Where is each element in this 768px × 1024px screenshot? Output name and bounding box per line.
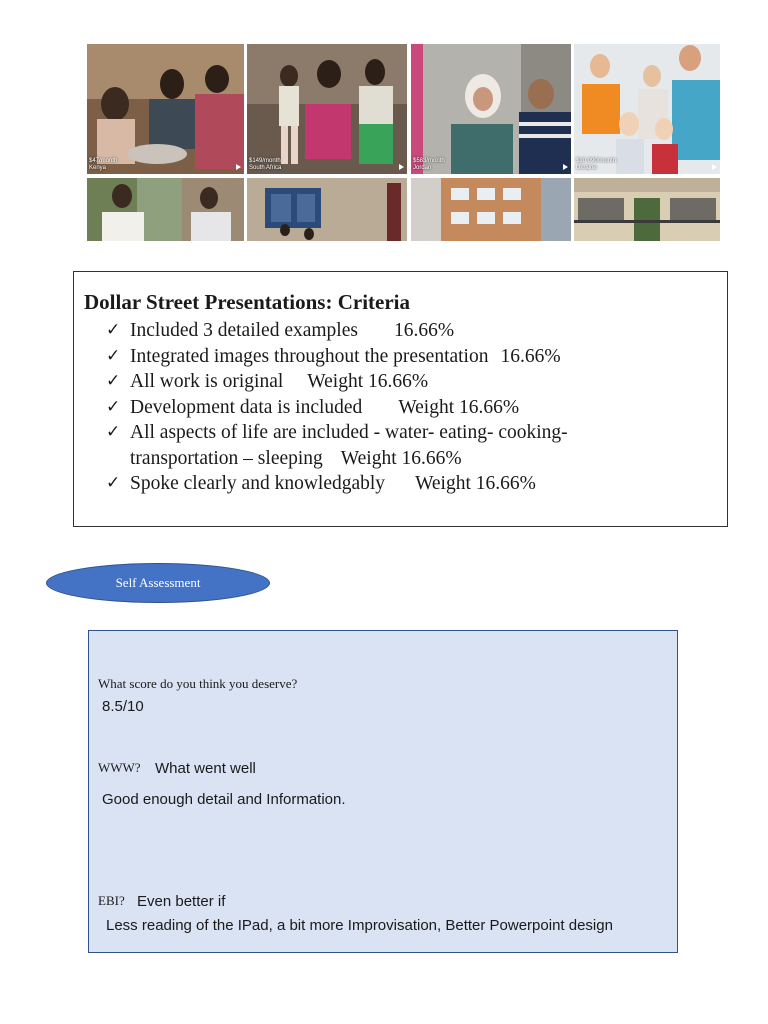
checkmark-icon: ✓ [106, 422, 121, 442]
photo-kenya-home-image [87, 178, 244, 241]
photo-kenya-home[interactable] [87, 178, 244, 241]
play-icon[interactable] [563, 164, 568, 170]
photo-jordan-home-image [411, 178, 571, 241]
checkmark-icon: ✓ [106, 320, 121, 340]
photo-collage [87, 44, 720, 241]
photo-ukraine[interactable] [574, 44, 720, 174]
photo-caption: $10,090/month Ukraine [576, 158, 617, 171]
play-icon[interactable] [399, 164, 404, 170]
www-answer[interactable]: Good enough detail and Information. [102, 791, 346, 808]
checkmark-icon: ✓ [106, 371, 121, 391]
photo-caption: $583/month Jordan [413, 158, 445, 171]
self-assessment-label: Self Assessment [46, 563, 270, 603]
checkmark-icon: ✓ [106, 473, 121, 493]
ebi-prompt: Even better if [137, 893, 226, 910]
photo-south-africa-home-image [247, 178, 407, 241]
criteria-weight: Weight 16.66% [415, 473, 536, 494]
criteria-text: Integrated images throughout the presentation [130, 345, 489, 367]
criteria-item-continuation [106, 446, 706, 472]
play-icon[interactable] [236, 164, 241, 170]
photo-south-africa[interactable] [247, 44, 407, 174]
photo-caption: $149/month South Africa [249, 158, 282, 171]
criteria-item [106, 471, 706, 497]
photo-jordan[interactable] [411, 44, 571, 174]
photo-ukraine-image [574, 44, 720, 174]
criteria-box [73, 271, 728, 527]
criteria-weight: 16.66% [393, 320, 455, 341]
play-icon[interactable] [712, 164, 717, 170]
criteria-weight: Weight 16.66% [340, 447, 462, 469]
self-assessment-panel [88, 630, 678, 953]
photo-ukraine-home-image [574, 178, 720, 241]
photo-south-africa-image [247, 44, 407, 174]
criteria-list [106, 318, 706, 497]
criteria-text: transportation – sleeping [130, 447, 323, 469]
photo-ukraine-home[interactable] [574, 178, 720, 241]
criteria-text: Spoke clearly and knowledgably [130, 473, 386, 494]
photo-kenya-image [87, 44, 244, 174]
checkmark-icon: ✓ [106, 396, 121, 417]
criteria-item [106, 395, 706, 421]
score-answer[interactable]: 8.5/10 [102, 698, 144, 715]
criteria-text: Included 3 detailed examples [130, 320, 358, 341]
criteria-text: All aspects of life are included - water- eating- cooking- [130, 422, 568, 443]
photo-caption: $47/month Kenya [89, 158, 118, 171]
photo-kenya[interactable] [87, 44, 244, 174]
criteria-text: Development data is included [130, 396, 363, 418]
criteria-weight: Weight 16.66% [398, 396, 520, 418]
checkmark-icon: ✓ [106, 345, 121, 366]
www-label: WWW? [98, 760, 141, 775]
criteria-weight: Weight 16.66% [307, 371, 429, 392]
criteria-title: Dollar Street Presentations: Criteria [84, 290, 410, 314]
www-prompt: What went well [155, 760, 256, 777]
criteria-item [106, 369, 706, 395]
ebi-label: EBI? [98, 893, 125, 908]
criteria-item [106, 318, 706, 344]
photo-jordan-home[interactable] [411, 178, 571, 241]
photo-jordan-image [411, 44, 571, 174]
score-question: What score do you think you deserve? [98, 676, 298, 691]
photo-south-africa-home[interactable] [247, 178, 407, 241]
criteria-text: All work is original [130, 371, 284, 392]
criteria-weight: 16.66% [500, 345, 561, 367]
criteria-item [106, 420, 706, 446]
ebi-answer[interactable]: Less reading of the IPad, a bit more Improvisation, Better Powerpoint design [106, 917, 613, 934]
criteria-item [106, 344, 706, 370]
